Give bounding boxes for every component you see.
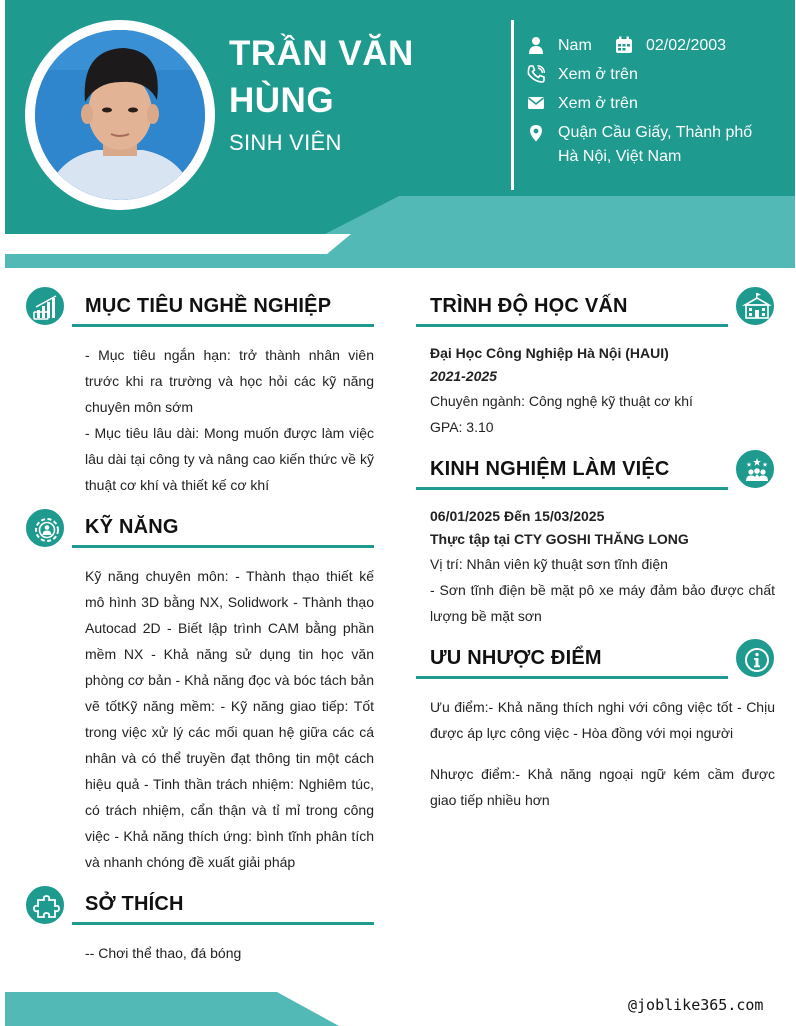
objective-title: MỤC TIÊU NGHỀ NGHIỆP [85,295,332,317]
strengths-title: ƯU NHƯỢC ĐIỂM [430,647,602,669]
avatar [35,30,205,200]
skills-underline [72,545,374,548]
experience-company: Thực tập tại CTY GOSHI THĂNG LONG [430,531,689,547]
email-icon [527,94,545,112]
experience-period: 06/01/2025 Đến 15/03/2025 [430,508,605,524]
education-gpa: GPA: 3.10 [430,419,494,435]
header-white-stripe [5,234,795,254]
puzzle-icon [26,886,64,924]
skills-text: Kỹ năng chuyên môn: - Thành thạo thiết kế mô hình 3D bằng NX, Solidwork - Thành thạo Autocad 2D - Biết lập trình CAM bằng phần mềm NX - Khả năng sử dụng tin học văn phòng cơ bản - Khả năng đọc và bóc tách bản vẽ tốtKỹ năng mềm: - Kỹ năng giao tiếp: Tốt trong việc xử lý các mối quan hệ giữa các cá nhân và có thể truyền đạt thông tin một cách hiệu quả - Tinh thần trách nhiệm: Nghiêm túc, có trách nhiệm, cẩn thận và tỉ mỉ trong công việc - Khả năng thích ứng: bình tĩnh phân tích và nhanh chóng đề xuất giải pháp [85,568,374,870]
skills-title: KỸ NĂNG [85,516,179,538]
gear-icon [26,509,64,547]
header-divider [511,20,514,190]
phone-value: Xem ở trên [558,66,638,83]
candidate-role: SINH VIÊN [229,130,342,155]
calendar-icon [615,36,633,54]
address-value: Quận Cầu Giấy, Thành phố Hà Nội, Việt Nam [558,124,753,165]
hobbies-text: -- Chơi thể thao, đá bóng [85,945,242,961]
education-school: Đại Học Công Nghiệp Hà Nội (HAUI) [430,345,669,361]
location-pin-icon [527,124,545,142]
candidate-name: TRẦN VĂN HÙNG [229,34,414,120]
strengths-cons: Nhược điểm:- Khả năng ngoại ngữ kém cầm được giao tiếp nhiều hơn [430,766,775,808]
experience-position: Vị trí: Nhân viên kỹ thuật sơn tĩnh điện [430,556,668,572]
chart-growth-icon [26,287,64,325]
phone-icon [527,65,545,83]
experience-underline [416,487,728,490]
objective-underline [72,324,374,327]
education-title: TRÌNH ĐỘ HỌC VẤN [430,295,628,317]
experience-title: KINH NGHIỆM LÀM VIỆC [430,458,670,480]
education-period: 2021-2025 [430,368,497,384]
objective-long-term: - Mục tiêu lâu dài: Mong muốn được làm việc lâu dài tại công ty và nâng cao kiến thức về kỹ thuật cơ khí và thiết kế cơ khí [85,425,374,493]
team-stars-icon [736,450,774,488]
gender-value: Nam [558,37,592,54]
experience-description: - Sơn tĩnh điện bề mặt pô xe máy đảm bảo được chất lượng bề mặt sơn [430,582,775,624]
objective-short-term: - Mục tiêu ngắn hạn: trở thành nhân viên trước khi ra trường và học hỏi các kỹ năng chuyên môn sớm [85,347,374,415]
footer-handle: @joblike365.com [628,996,764,1014]
hobbies-title: SỞ THÍCH [85,893,184,915]
school-building-icon [736,287,774,325]
person-icon [527,36,545,54]
header [5,0,795,268]
footer-accent-band [5,992,345,1026]
education-major: Chuyên ngành: Công nghệ kỹ thuật cơ khí [430,393,693,409]
hobbies-underline [72,922,374,925]
info-icon [736,639,774,677]
education-underline [416,324,728,327]
strengths-pros: Ưu điểm:- Khả năng thích nghi với công việc tốt - Chịu được áp lực công việc - Hòa đồng với mọi người [430,699,775,741]
email-value: Xem ở trên [558,95,638,112]
strengths-underline [416,676,728,679]
birthdate-value: 02/02/2003 [646,37,727,54]
